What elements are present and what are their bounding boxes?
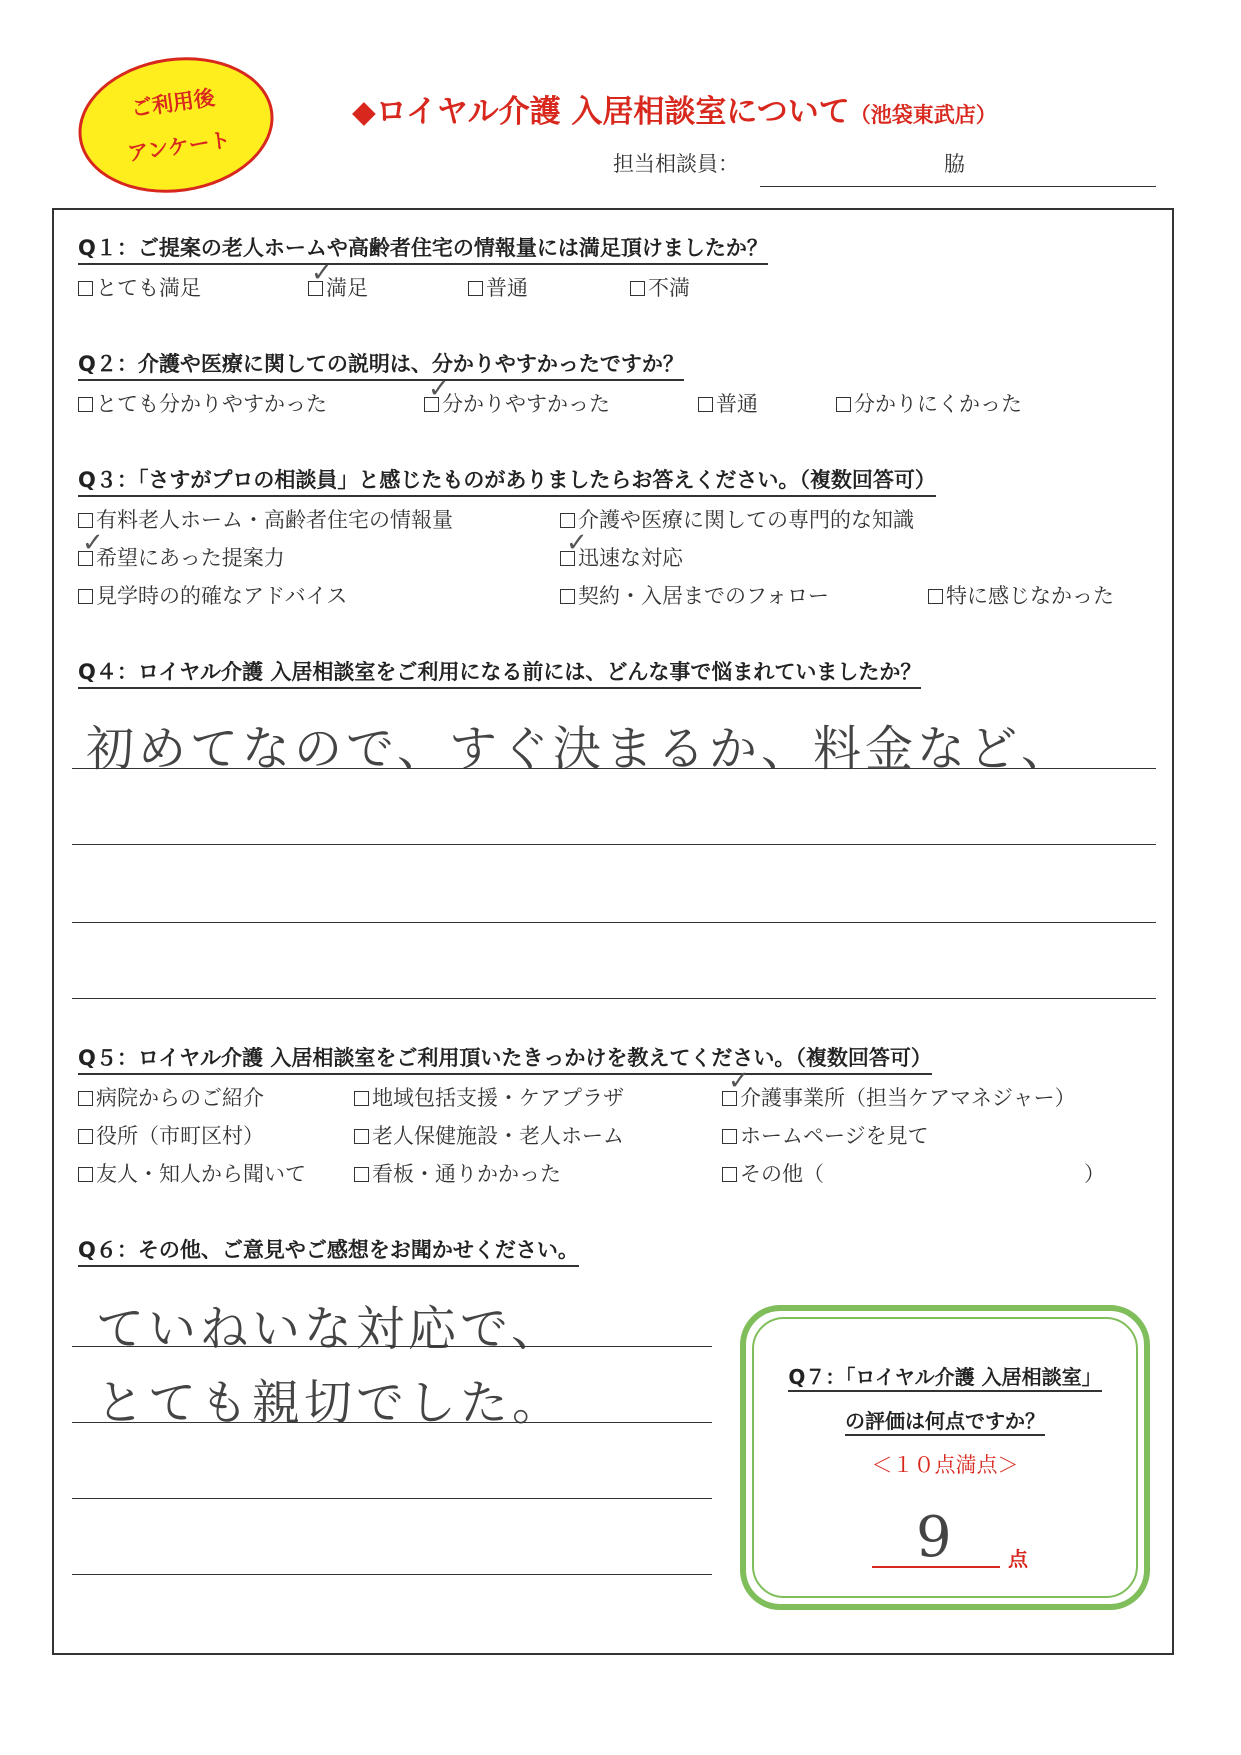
q5-question: Q５：ロイヤル介護 入居相談室をご利用頂いたきっかけを教えてください。（複数回答可） [78,1042,932,1075]
q7-question-line-1: Q７：「ロイヤル介護 入居相談室」 [746,1361,1144,1390]
q4-handwritten-answer: 初めてなので、すぐ決まるか、料金など、 [86,721,1074,777]
q1-option-2[interactable]: 満足 [308,272,368,302]
checkbox[interactable] [698,397,713,412]
checkbox[interactable] [78,1129,93,1144]
q7-score-unit: 点 [1008,1547,1028,1571]
staff-name: 脇 [944,152,965,176]
checkbox[interactable] [354,1129,369,1144]
checkbox[interactable] [78,281,93,296]
title-main: ◆ロイヤル介護 入居相談室について [352,94,850,130]
checkbox[interactable] [468,281,483,296]
staff-label: 担当相談員： [613,152,739,176]
q5-option-5[interactable]: 老人保健施設・老人ホーム [354,1120,624,1150]
title-store: （池袋東武店） [849,103,997,127]
checkbox[interactable] [836,397,851,412]
check-mark-icon: ✓ [428,374,450,404]
checkbox[interactable] [78,1091,93,1106]
checkbox[interactable] [928,589,943,604]
page-title [352,86,997,131]
q5-option-4[interactable]: 役所（市町区村） [78,1120,264,1150]
check-mark-icon: ✓ [566,528,588,558]
q6-question: Q６：その他、ご意見やご感想をお聞かせください。 [78,1234,579,1267]
q2-option-4[interactable]: 分かりにくかった [836,388,1022,418]
q6-handwritten-line-2: とても親切でした。 [96,1375,565,1431]
q2-option-1[interactable]: とても分かりやすかった [78,388,327,418]
checkbox[interactable] [630,281,645,296]
checkbox[interactable] [722,1167,737,1182]
answer-line [72,1422,712,1423]
q3-question: Q３：「さすがプロの相談員」と感じたものがありましたらお答えください。（複数回答可） [78,464,936,497]
answer-line [72,844,1156,845]
check-mark-icon: ✓ [728,1066,750,1096]
q5-option-8[interactable]: 看板・通りかかった [354,1158,561,1188]
checkbox[interactable] [78,513,93,528]
q1-option-1[interactable]: とても満足 [78,272,201,302]
q5-option-6[interactable]: ホームページを見て [722,1120,929,1150]
q7-handwritten-score: 9 [916,1505,952,1570]
q1-question: Q１：ご提案の老人ホームや高齢者住宅の情報量には満足頂けましたか？ [78,232,768,265]
q3-option-5[interactable]: 見学時の的確なアドバイス [78,580,347,610]
q3-option-1[interactable]: 有料老人ホーム・高齢者住宅の情報量 [78,504,453,534]
checkbox[interactable] [560,589,575,604]
q5-option-2[interactable]: 地域包括支援・ケアプラザ [354,1082,624,1112]
check-mark-icon: ✓ [82,528,104,558]
checkbox[interactable] [78,397,93,412]
q5-other-close: ） [1084,1162,1105,1186]
q5-option-1[interactable]: 病院からのご紹介 [78,1082,264,1112]
answer-line [72,998,1156,999]
check-mark-icon: ✓ [311,258,333,288]
q2-question: Q２：介護や医療に関しての説明は、分かりやすかったですか？ [78,348,684,381]
answer-line [72,1498,712,1499]
q1-option-4[interactable]: 不満 [630,272,690,302]
staff-underline [760,186,1156,187]
checkbox[interactable] [354,1091,369,1106]
q5-option-7[interactable]: 友人・知人から聞いて [78,1158,306,1188]
answer-line [72,1574,712,1575]
checkbox[interactable] [78,1167,93,1182]
checkbox[interactable] [560,513,575,528]
q3-option-7[interactable]: 特に感じなかった [928,580,1114,610]
answer-line [72,768,1156,769]
badge-line-1: ご利用後 [129,85,217,121]
survey-badge [70,45,283,205]
checkbox[interactable] [722,1129,737,1144]
q7-max-score: ＜１０点満点＞ [871,1453,1019,1477]
q3-option-3[interactable]: 希望にあった提案力 [78,542,285,572]
q3-option-4[interactable]: 迅速な対応 [560,542,683,572]
checkbox[interactable] [354,1167,369,1182]
checkbox[interactable] [78,589,93,604]
badge-line-2: アンケート [126,127,233,166]
q5-option-9[interactable]: その他（ [722,1158,824,1188]
q4-question: Q４：ロイヤル介護 入居相談室をご利用になる前には、どんな事で悩まれていましたか？ [78,656,921,689]
q2-option-2[interactable]: 分かりやすかった [424,388,610,418]
q1-option-3[interactable]: 普通 [468,272,528,302]
answer-line [72,922,1156,923]
q7-rating-box [740,1305,1150,1610]
answer-line [72,1346,712,1347]
q2-option-3[interactable]: 普通 [698,388,758,418]
q6-handwritten-line-1: ていねいな対応で、 [96,1301,564,1357]
q3-option-6[interactable]: 契約・入居までのフォロー [560,580,829,610]
q7-question-line-2: の評価は何点ですか？ [746,1405,1144,1434]
q3-option-2[interactable]: 介護や医療に関しての専門的な知識 [560,504,914,534]
score-underline [872,1566,1000,1568]
q5-option-3[interactable]: 介護事業所（担当ケアマネジャー） [722,1082,1076,1112]
